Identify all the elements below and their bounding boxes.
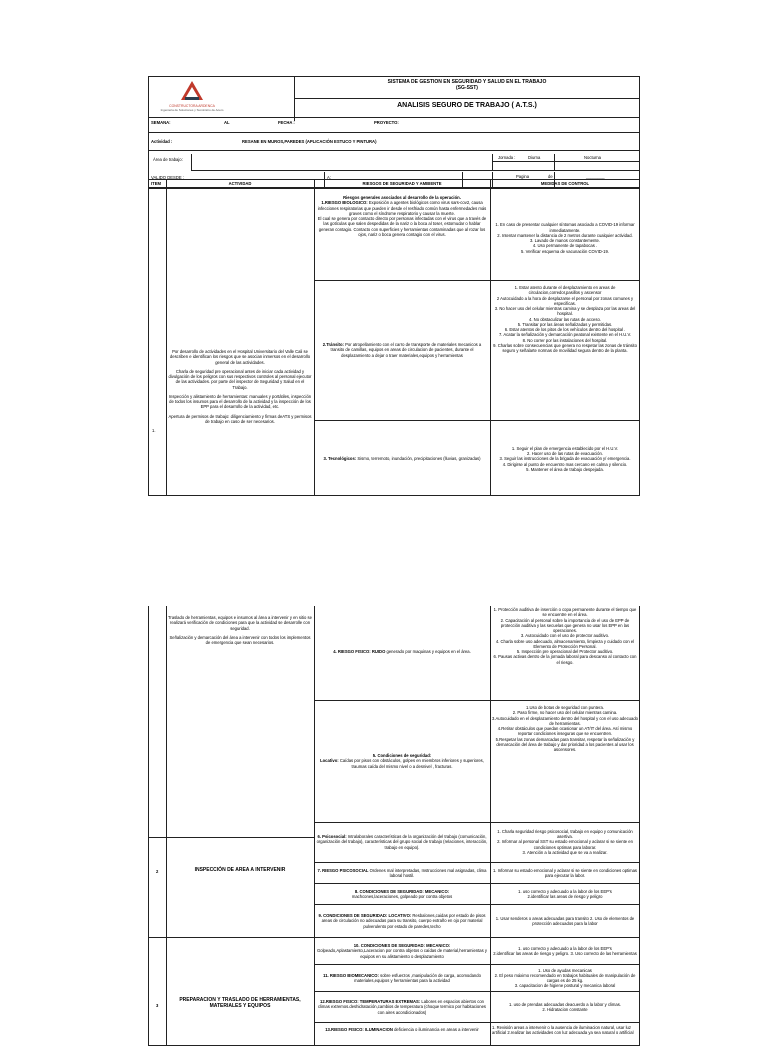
- logo-caption-l1: CONSTRUCTORA ARDENCA: [169, 104, 215, 108]
- control-8-2: 2.identificar las areas de riesgo y peligro: [527, 894, 603, 899]
- activity-cont-p2: Señalización y demarcación del área a intervenir con todos los implementos de emergencia que sean necesarios.: [169, 634, 311, 645]
- activity-cont-p1: Traslado de herramientas, equipos e insumos al área a intervenir y en sitio se realizará verificación de condiciones para que la actividad se desarrolle con seguridad.: [168, 615, 312, 631]
- activity-1-p3: Inspección y alistamiento de herramientas: manuales y portátiles, inspección de todos los insumos para el desarrollo de la actividad y la inspección de los EPP para el desarrollo de la actividad, etc.: [168, 393, 312, 410]
- control-11-1: 1. Uso de ayudas mecanicas: [538, 967, 592, 973]
- system-title-l1: SISTEMA DE GESTION EN SEGURIDAD Y SALUD EN EL TRABAJO: [387, 79, 547, 85]
- controls-11: [490, 965, 640, 991]
- logo-caption-l2: Ingenieria de Soluciones y Suministro de Acero: [160, 108, 224, 112]
- risk-9-key: 9. CONDICIONES DE SEGURIDAD: LOCATIVO:: [318, 913, 412, 919]
- risk-13: [314, 1026, 490, 1046]
- area-label: Área de trabajo:: [153, 157, 183, 162]
- risk-7: [314, 863, 490, 883]
- control-2-1: 1. Estar atento durante el desplazamiento en areas de circulacion,corredor,pasillos y ascensor: [514, 285, 616, 296]
- col-item: ITEM: [151, 181, 162, 186]
- risk-1-text: Exposición a agentes biológicos como virus sars-cov2, causa infecciones respiratorias que pueden ir desde el resfriado común hasta enfermedades más graves como el síndrome respiratorio y causar la muerte.: [317, 200, 487, 216]
- risk-7-key: 7. RIESGO PSICOSOCIAL: [317, 867, 369, 873]
- actividad-value: RESANE EN MUROS,PAREDES (APLICACIÓN ESTUCO Y PINTURA): [242, 139, 377, 144]
- controls-10: [490, 938, 640, 964]
- semana-label: SEMANA:: [151, 120, 171, 125]
- risk-7-text: Ordenes mal interpretadas, Instrucciones mal asignadas, clima laboral hostil.: [369, 867, 487, 878]
- risk-8-text: machcones,laceraciones, golpeado por contra objetos: [351, 894, 453, 899]
- risk-10-key: 10. CONDICIONES DE SEGURIDAD: MECANICO:: [353, 943, 451, 949]
- control-4-2: 2. Capacitación al personal sobre la importancia de el uso de EPP de protección auditiva y las secuelas que genera no usar los EPP en las operaciones.: [500, 617, 630, 633]
- diurna-label: Diurna: [528, 155, 541, 160]
- risk-2-key: 2.Tránsito:: [322, 342, 344, 348]
- risk-2: [314, 282, 490, 418]
- controls-5: [490, 704, 640, 820]
- risk-5-key: 5. Condiciones de seguridad:: [372, 753, 432, 759]
- control-2-6: 6. Estar atentos de los pitos de los vehículos dentro del hospital .: [504, 327, 626, 332]
- control-10-2: 2.identificar las areas de riesgo y peligro. 3. Uso correcto de las herramientas: [493, 951, 637, 956]
- risk-6-text: Intralaborales características de la organización del trabajo (comunicación, organización del trabajo), características del grupo social de trabajo (relaciones, interacción, trabajo en equipo).: [316, 834, 488, 850]
- control-7-1: 1. Informar su estado emocional y aclarar si se siente en condiciones optimas para ejecutar la labor.: [492, 867, 638, 878]
- risk-3-text: Sismo, terremoto, inundación, precipitaciones (lluvias, granizadas): [357, 456, 481, 462]
- control-12-1: 1. uso de prendas adecuadas deacuerdo a la labor y climas.: [509, 1001, 621, 1007]
- a-label: A:: [327, 175, 331, 180]
- control-6-2: 2. Informar al personal SST su estado emocional y aclarar si se siente en condiciones optimas para laborar.: [497, 839, 633, 850]
- controls-13: [490, 1024, 640, 1044]
- risk-10-text: Golpeado,Aplastamiento,Laceracion por contra objetos o caídas de material,herramientas y equipos en su alistamiento o desplazamiento: [317, 948, 487, 959]
- control-12-2: 2. Hidratacion constante: [542, 1007, 588, 1012]
- risk-8: [314, 884, 490, 904]
- controls-6: [490, 823, 640, 861]
- risk-12-key: 12.RIESGO FISICO: TEMPERATURAS EXTREMAS:: [320, 999, 421, 1005]
- risk-11-text: sobre esfuerzos ,manipulación de carga, acomodando materiales,equipos y herramientas para la actividad: [354, 972, 481, 983]
- de-label: de: [548, 174, 553, 179]
- item-2-number: 2: [156, 869, 159, 874]
- risk-5-text: Caídas por pisos con obstáculos, golpes en miembros inferiores y superiores, traumas caída del mismo nivel o a desnivel , fracturas.: [339, 758, 484, 769]
- control-2-2: 2 Autocuidado a la hora de desplazarse el personal por zonas comunes y especificas.: [496, 295, 634, 306]
- control-2-9: 9. Charlas sobre consecuencias que genera no respetar las zonas de tránsito seguro y señalarte normas de movilidad segura dentro de la planta.: [493, 342, 637, 353]
- control-3-4: 4. Dirigirse al punto de encuentro mas cercano en calma y silencio.: [502, 461, 628, 467]
- control-4-5: 5. Inspección pre operacional del Protector auditivo.: [516, 649, 614, 654]
- risk-3: [314, 422, 490, 496]
- item-2-activity: INSPECCIÓN DE AREA A INTERVENIR: [194, 867, 286, 873]
- proyecto-label: PROYECTO:: [374, 120, 399, 125]
- risk-11: [314, 965, 490, 991]
- risk-5: [314, 702, 490, 820]
- col-medidas: MEDIDAS DE CONTROL: [540, 181, 590, 186]
- controls-1: [490, 202, 640, 274]
- control-3-2: 2. Hacer uso de las rutas de evacuación.: [527, 451, 603, 457]
- activity-1-continued: [166, 614, 314, 724]
- fecha-label: FECHA :: [278, 120, 295, 125]
- control-5-2: 2. Paso firme, no hacer uso del celular mientras camina.: [512, 710, 618, 716]
- control-6-1: 1. Charla seguridad riesgo psicosocial, trabajo en equipo y comunicación asertiva.: [497, 828, 633, 840]
- control-13-1: 1. Revisión areas a intervenir o la ausencia de iluminacion natural, usar luz artificial 2.realizar las actividades con luz adecuada ya sea natural o artificial: [492, 1025, 634, 1036]
- risk-11-key: 11. RIESGO BIOMECANICO:: [323, 972, 379, 978]
- control-5-5: 5.Respetar las zonas demarcadas para transitar, respetar la señalización y demarcación del área de trabajo y dar prioridad a los pacientes al usar los ascensores.: [495, 736, 635, 752]
- control-8-1: 1. uso correcto y adecuado a la labor de los EEP's: [518, 888, 612, 894]
- risk-12: [314, 992, 490, 1022]
- activity-1: [166, 348, 314, 498]
- control-6-3: 3. Atención a la actividad que se va a realizar.: [522, 849, 608, 855]
- activity-1-p4: Apertura de permisos de trabajo: diligenciamiento y firmas deATS y permisos de trabajo en caso de ser necesarios.: [168, 413, 312, 424]
- control-1-1: 1. En caso de presentar cualquier síntomas asociado a COVID-19 informar inmediatamente.: [495, 222, 635, 233]
- risk-5-sub: Locativo:: [320, 758, 339, 764]
- risk-3-key: 3. Tecnológicos:: [323, 456, 357, 462]
- activity-1-p2: Charla de seguridad pre operacional antes de iniciar cada actividad y divulgación de los peligros con sus respectivos controles al personal ejecutor de las actividades. por parte del inspector de Seguridad y Salud en el Trabajo.: [168, 368, 312, 390]
- col-actividad: ACTIVIDAD: [228, 181, 252, 186]
- item-1-number: 1.: [152, 428, 156, 433]
- item-3-activity: PREPARACION Y TRASLADO DE HERRAMIENTAS, MATERIALES Y EQUIPOS: [179, 997, 301, 1010]
- actividad-label: Actividad :: [151, 139, 173, 144]
- nocturna-label: Nocturna: [584, 155, 601, 160]
- risk-4: [314, 606, 490, 698]
- controls-12: [490, 992, 640, 1022]
- pagina-label: Pagina: [516, 174, 530, 179]
- risk-10: [314, 938, 490, 964]
- risk-4-key: 4. RIESGO FISICO: RUIDO: [333, 649, 386, 655]
- risk-9: [314, 905, 490, 937]
- control-3-5: 5. Mantener el área de trabajo despejada.: [526, 466, 604, 472]
- document-page-2: [144, 598, 640, 1036]
- activity-1-p1: Por desarrollo de actividades en el Hospital Universitario del Valle Cali se describen e identifican los riesgos que se asocian inmersos en el desarrollo general de las actividades.: [169, 349, 311, 365]
- controls-9: [490, 905, 640, 937]
- company-logo: [152, 78, 232, 116]
- control-11-2: 2. El peso máximo recomendado en trabajos habituales de manipulación de cargas es de 25 kg.: [494, 972, 636, 983]
- controls-8: [490, 884, 640, 904]
- system-title-l2: (SG-SST): [456, 85, 478, 92]
- control-11-3: 3. capacitacion de higiene postural y mecanica laboral: [514, 983, 616, 989]
- system-title: [294, 78, 640, 98]
- control-3-3: 3. Seguir las instrucciones de la brigada de evacuación y/ emergencia.: [499, 456, 631, 462]
- control-1-2: 2. Intentar mantener la distancia de 2 metros durante cualquier actividad.: [497, 232, 633, 238]
- item-3-number: 3: [156, 1003, 159, 1008]
- underscores: ________: [586, 174, 605, 179]
- risk-12-text: Labores en espacios abiertos con climas extremos.deshidratación,cambios de temperatura (choque termico por habitaciones con aires acondicionados): [317, 999, 487, 1015]
- risk-9-text: Resbalones,caidas por estado de pisos areas de circulación no adecuadas para su transito, cuerpo extraño en ojo por material pulverulento por estado de paredes,techo: [321, 913, 486, 929]
- risk-13-key: 13.RIESGO FISICO: ILUMINACION: [325, 1027, 393, 1032]
- controls-7: [490, 863, 640, 883]
- risk-1-text2: El cual se genera por contacto directo por personas infectadas con el virus que a través de las gotículas que salen despedidas de la nariz o la boca al toser, estornudar o hablar generan contagio. Contacto con superficies y herramientas contaminadas que al rozar los ojos, nariz o boca genera contagio con el virus.: [317, 216, 487, 237]
- col-riesgos: RIESGOS DE SEGURIDAD Y AMBIENTE: [362, 181, 442, 186]
- risk-8-key: 8. CONDICIONES DE SEGURIDAD: MECANICO:: [354, 888, 450, 894]
- document-page-1: [144, 72, 640, 530]
- control-1-5: 5. Verificar esquema de vacunación COVID-19.: [521, 248, 609, 254]
- control-4-4: 4. Charla sobre uso adecuado, almacenamiento, limpieza y cuidado con el Elemento de Protección Personal.: [495, 638, 635, 649]
- control-2-8: 8. No correr por las instalaciones del hospital.: [522, 337, 608, 343]
- risk-6: [314, 823, 490, 861]
- controls-4: [490, 606, 640, 700]
- control-10-1: 1. uso correcto y adecuado a la labor de los EEP's: [518, 945, 612, 951]
- control-5-1: 1.Uso de botas de seguridad con puntera.: [526, 705, 604, 710]
- control-9-1: 1. Usar senderos o areas adecuadas para transito 2. Uso de elementos de protección adecuados para la labor: [495, 915, 635, 926]
- control-1-3: 3. Lavado de manos constantemente.: [529, 238, 601, 243]
- doc-title: ANALISIS SEGURO DE TRABAJO ( A.T.S.): [397, 102, 537, 109]
- risk-1-intro: Riesgos generales asociados al desarrollo de la operación.: [343, 195, 461, 200]
- control-2-5: 5. Transitar por las áreas señalizadas y permitidas.: [517, 321, 613, 327]
- control-2-7: 7. Acatar la señalización y demarcación peatonal existente en el H.U.V.: [498, 332, 632, 338]
- risk-4-text: generado por maquinas y equipos en el área.: [386, 649, 471, 655]
- risk-13-text: deficiencia o iluminancia en areas a intervenir: [394, 1027, 479, 1032]
- control-2-4: 4. No obstaculizar las rutas de acceso.: [529, 316, 601, 322]
- control-1-4: 4. Uso permanente de tapabocas .: [532, 243, 598, 249]
- risk-1: [314, 194, 490, 280]
- jornada-label: Jornada :: [498, 155, 516, 160]
- control-4-3: 3. Autocuidado con el uso de protector auditivo.: [520, 633, 610, 639]
- risk-6-key: 6. Psicosocial:: [317, 834, 347, 840]
- controls-2: [490, 284, 640, 419]
- al-label: AL: [224, 120, 230, 125]
- control-4-1: 1. Protección auditiva de inserción o copa permanente durante el tiempo que se encuentre en el área.: [493, 607, 637, 618]
- control-2-3: 3. No hacer uso del celular mientras camina y se desplaza por las areas del hospital.: [494, 306, 636, 317]
- valido-label: VALIDO DESDE :: [151, 175, 184, 180]
- control-4-6: 6. Pausas activas dentro de la jornada laboral para descanso al contacto con el riesgo.: [493, 654, 637, 665]
- control-5-4: 4.Retirar obstáculos que puedan ocasionar un AT/IT del área. Así mismo reportar condiciones inseguras que se encuentren.: [497, 726, 633, 737]
- control-5-3: 3.Autocuidado en el desplazamiento dentro del hospital y con el uso adecuado de herramientas.: [492, 715, 638, 726]
- control-3-1: 1. Seguir el plan de emergencia establecido por el H.U.V.: [511, 445, 619, 451]
- controls-3: [490, 422, 640, 496]
- risk-1-key: 1.RIESGO BIOLOGICO:: [321, 200, 368, 206]
- risk-2-text: Por atropellamiento con el carro de transporte de materiales mecanicos a transito de camillas, equipos en areas de circulacion de pacientes, durante el desplazamiento a dejar o traer materiales,equipos y herramientas: [330, 342, 482, 358]
